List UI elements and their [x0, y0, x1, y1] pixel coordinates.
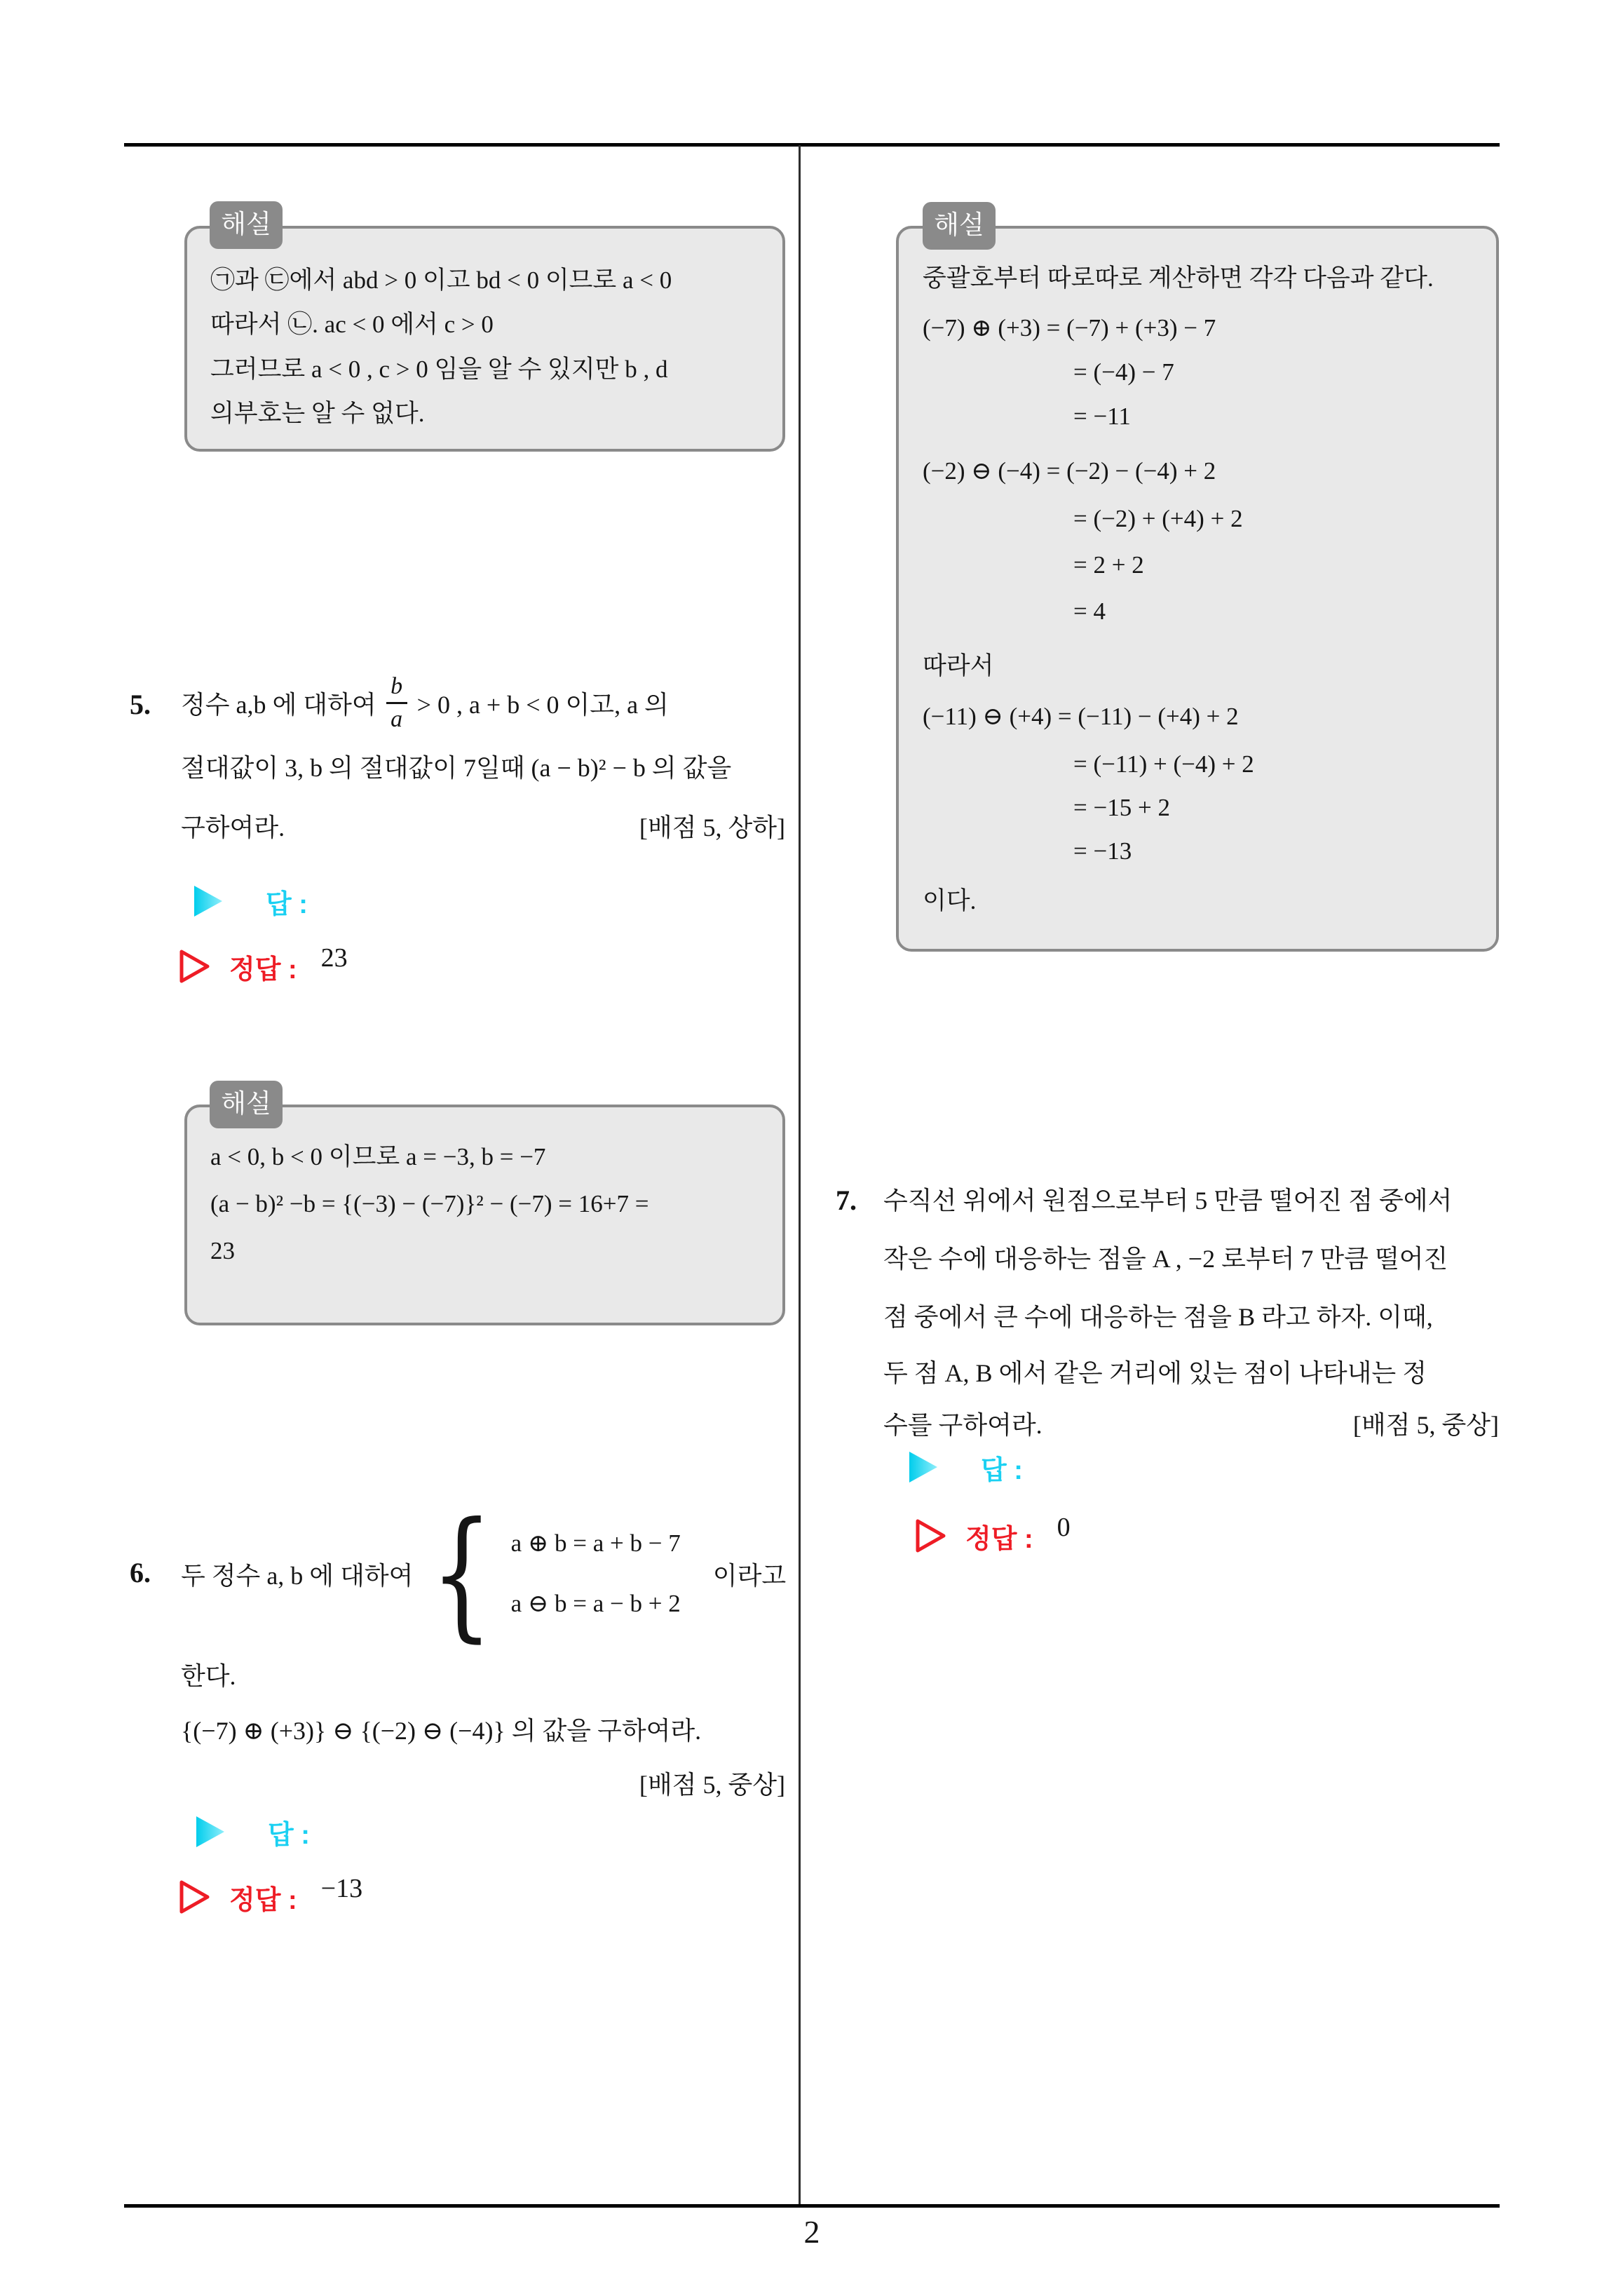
statement-text: 구하여라.	[181, 813, 285, 842]
solution-line: 따라서	[923, 652, 994, 680]
solution-line: (−7) ⊕ (+3) = (−7) + (+3) − 7	[923, 314, 1216, 342]
problem-number: 7.	[836, 1184, 857, 1216]
solution-line: = −15 + 2	[1073, 794, 1170, 821]
problem-statement-line: 절대값이 3, b 의 절대값이 7일때 (a − b)² − b 의 값을	[181, 754, 732, 782]
answer-label: 답 :	[268, 1820, 310, 1850]
equation: a ⊕ b = a + b − 7	[510, 1529, 681, 1557]
correct-answer-label: 정답 :	[229, 954, 297, 985]
solution-line: = −11	[1073, 403, 1131, 430]
solution-line: = 2 + 2	[1073, 551, 1144, 579]
answer-row	[195, 1809, 310, 1854]
correct-arrow-icon	[179, 949, 211, 984]
statement-text: 두 정수 a, b 에 대하여	[181, 1561, 414, 1590]
column-divider	[799, 145, 801, 2205]
equation-system	[511, 1513, 681, 1634]
problem-statement-line	[181, 1492, 787, 1656]
solution-line: a < 0, b < 0 이므로 a = −3, b = −7	[210, 1143, 546, 1170]
correct-arrow-icon	[179, 1879, 211, 1915]
fraction-bar	[386, 702, 407, 704]
problem-number: 6.	[130, 1557, 151, 1588]
score-tag: [배점 5, 상하]	[639, 813, 785, 842]
solution-badge: 해설	[210, 1081, 283, 1128]
solution-line: 23	[210, 1237, 235, 1264]
solution-line: = (−11) + (−4) + 2	[1073, 750, 1254, 778]
solution-line: = −13	[1073, 837, 1132, 865]
solution-line: ㉠과 ㉢에서 abd > 0 이고 bd < 0 이므로 a < 0	[210, 266, 672, 294]
correct-answer-label: 정답 :	[965, 1524, 1033, 1554]
correct-answer-row	[179, 1875, 362, 1919]
problem-statement-line: 한다.	[181, 1662, 236, 1690]
fraction-numerator: b	[391, 673, 403, 700]
fraction	[386, 674, 407, 731]
answer-arrow-icon	[193, 884, 224, 918]
correct-answer-label: 정답 :	[229, 1885, 297, 1915]
solution-line: 의부호는 알 수 없다.	[210, 400, 425, 427]
solution-line: (−2) ⊖ (−4) = (−2) − (−4) + 2	[923, 457, 1216, 485]
page-number: 2	[803, 2214, 820, 2250]
solution-line: 이다.	[923, 887, 977, 914]
answer-row	[193, 879, 308, 924]
statement-text: > 0 , a + b < 0 이고, a 의	[416, 691, 669, 719]
bottom-rule	[124, 2204, 1500, 2208]
correct-answer-value: −13	[320, 1874, 363, 1903]
correct-arrow-icon	[915, 1518, 947, 1553]
score-tag: [배점 5, 중상]	[639, 1771, 785, 1799]
solution-line: (−11) ⊖ (+4) = (−11) − (+4) + 2	[923, 703, 1239, 730]
statement-text: 이라고	[712, 1561, 787, 1590]
solution-line: 그러므로 a < 0 , c > 0 임을 알 수 있지만 b , d	[210, 356, 668, 383]
problem-statement-line: 작은 수에 대응하는 점을 A , −2 로부터 7 만큼 떨어진	[883, 1245, 1448, 1273]
answer-arrow-icon	[195, 1815, 226, 1849]
problem-statement-line	[181, 656, 669, 750]
problem-statement-line: 두 점 A, B 에서 같은 거리에 있는 점이 나타내는 정	[883, 1359, 1427, 1387]
problem-statement-line	[181, 805, 785, 850]
solution-badge: 해설	[923, 202, 996, 250]
solution-line: = (−4) − 7	[1073, 358, 1174, 386]
problem-number: 5.	[130, 689, 151, 720]
problem-statement-line: 점 중에서 큰 수에 대응하는 점을 B 라고 하자. 이때,	[883, 1303, 1433, 1331]
answer-label: 답 :	[981, 1455, 1023, 1485]
fraction-denominator: a	[391, 706, 403, 732]
solution-line: = (−2) + (+4) + 2	[1073, 505, 1243, 532]
score-tag: [배점 5, 중상]	[1352, 1411, 1499, 1439]
solution-line: 따라서 ㉡. ac < 0 에서 c > 0	[210, 311, 494, 338]
correct-answer-value: 0	[1057, 1513, 1071, 1542]
answer-row	[908, 1445, 1023, 1490]
statement-text: 정수 a,b 에 대하여	[181, 691, 376, 719]
correct-answer-row	[915, 1513, 1071, 1558]
statement-text: 수를 구하여라.	[883, 1411, 1043, 1439]
answer-label: 답 :	[266, 889, 308, 919]
answer-arrow-icon	[908, 1450, 939, 1484]
solution-line: 중괄호부터 따로따로 계산하면 각각 다음과 같다.	[923, 264, 1434, 292]
solution-line: = 4	[1073, 597, 1106, 625]
solution-line: (a − b)² −b = {(−3) − (−7)}² − (−7) = 16+7 =	[210, 1190, 649, 1217]
problem-statement-line: 수직선 위에서 원점으로부터 5 만큼 떨어진 점 중에서	[883, 1187, 1453, 1215]
correct-answer-row	[179, 944, 348, 989]
solution-badge: 해설	[210, 201, 283, 249]
equation: a ⊖ b = a − b + 2	[510, 1590, 681, 1617]
top-rule	[124, 143, 1500, 147]
problem-statement-line: {(−7) ⊕ (+3)} ⊖ {(−2) ⊖ (−4)} 의 값을 구하여라.	[181, 1717, 702, 1745]
problem-statement-line	[883, 1403, 1499, 1447]
left-brace: {	[430, 1492, 494, 1656]
correct-answer-value: 23	[320, 943, 348, 973]
